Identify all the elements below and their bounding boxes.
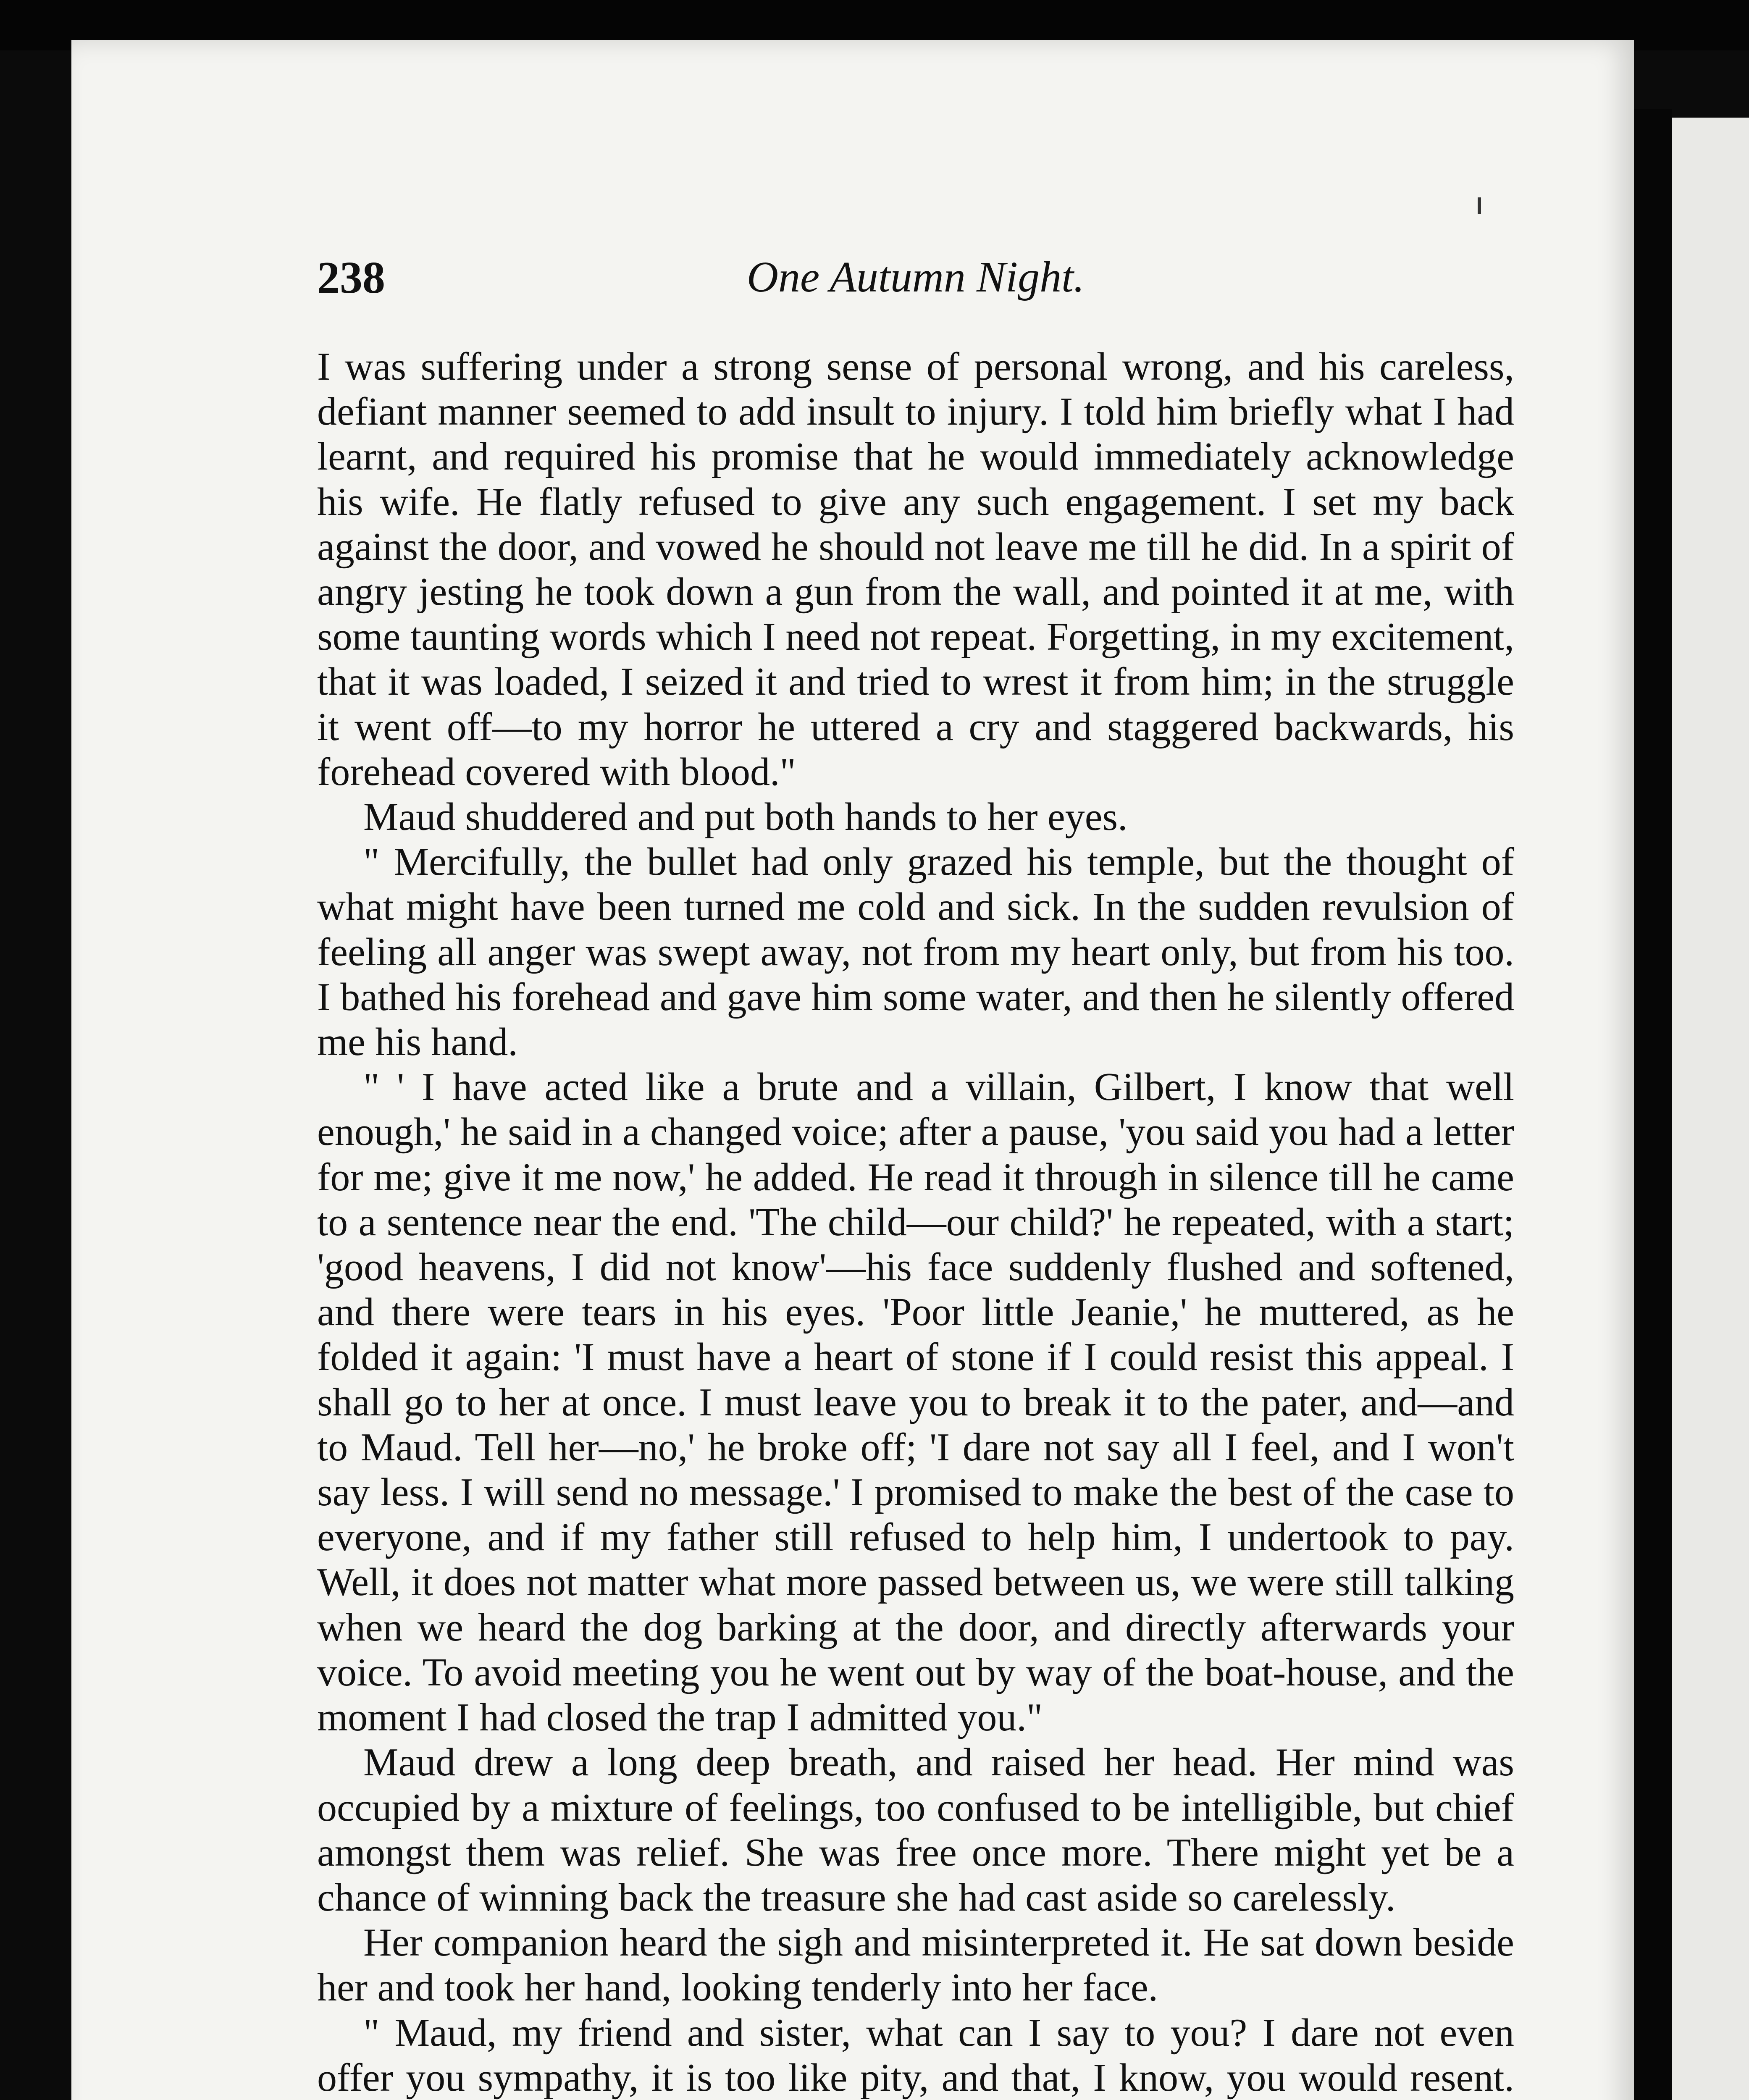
body-text (317, 344, 1514, 2100)
paragraph-4: " ' I have acted like a brute and a villain, Gilbert, I know that well enough,' he said in a changed voice; after a pause, 'you said you had a letter for me; give it me now,' he added. He read it through in silence till he came to a sentence near the end. 'The child—our child?' he repeated, with a start; 'good heavens, I did not know'—his face suddenly flushed and softened, and there were tears in his eyes. 'Poor little Jeanie,' he muttered, as he folded it again: 'I must have a heart of stone if I could resist this appeal. I shall go to her at once. I must leave you to break it to the pater, and—and to Maud. Tell her—no,' he broke off; 'I dare not say all I feel, and I won't say less. I will send no message.' I promised to make the best of the case to everyone, and if my father still refused to help him, I undertook to pay. Well, it does not matter what more passed between us, we were still talking when we heard the dog barking at the door, and directly afterwards your voice. To avoid meeting you he went out by way of the boat-house, and the moment I had closed the trap I admitted you." (317, 1065, 1514, 1740)
book-spine-gutter (1634, 109, 1672, 2100)
paragraph-1: I was suffering under a strong sense of personal wrong, and his careless, defiant manner seemed to add insult to injury. I told him briefly what I had learnt, and required his promise that he would immediately acknowledge his wife. He flatly refused to give any such engagement. I set my back against the door, and vowed he should not leave me till he did. In a spirit of angry jesting he took down a gun from the wall, and pointed it at me, with some taunting words which I need not repeat. Forgetting, in my excitement, that it was loaded, I seized it and tried to wrest it from him; in the struggle it went off—to my horror he uttered a cry and staggered backwards, his forehead covered with blood." (317, 345, 1514, 794)
paragraph-6: Her companion heard the sigh and misinterpreted it. He sat down beside her and took her hand, looking tenderly into her face. (317, 1921, 1514, 2010)
paragraph-2: Maud shuddered and put both hands to her eyes. (363, 795, 1128, 839)
paragraph-3: " Mercifully, the bullet had only grazed his temple, but the thought of what might have been turned me cold and sick. In the sudden revulsion of feeling all anger was swept away, not from my heart only, but from his too. I bathed his forehead and gave him some water, and then he silently offered me his hand. (317, 840, 1514, 1064)
paragraph-7: " Maud, my friend and sister, what can I say to you? I dare not even offer you sympathy, it is too like pity, and that, I know, you would resent. (317, 2011, 1514, 2100)
page-number: 238 (317, 253, 385, 303)
running-title: One Autumn Night. (746, 253, 1085, 301)
paragraph-5: Maud drew a long deep breath, and raised her head. Her mind was occupied by a mixture of feelings, too confused to be intelligible, but chief amongst them was relief. She was free once more. There might yet be a chance of winning back the treasure she had cast aside so carelessly. (317, 1740, 1514, 1919)
scan-speck (1478, 197, 1481, 214)
next-page-edge (1672, 118, 1749, 2100)
page-header (317, 252, 1514, 311)
